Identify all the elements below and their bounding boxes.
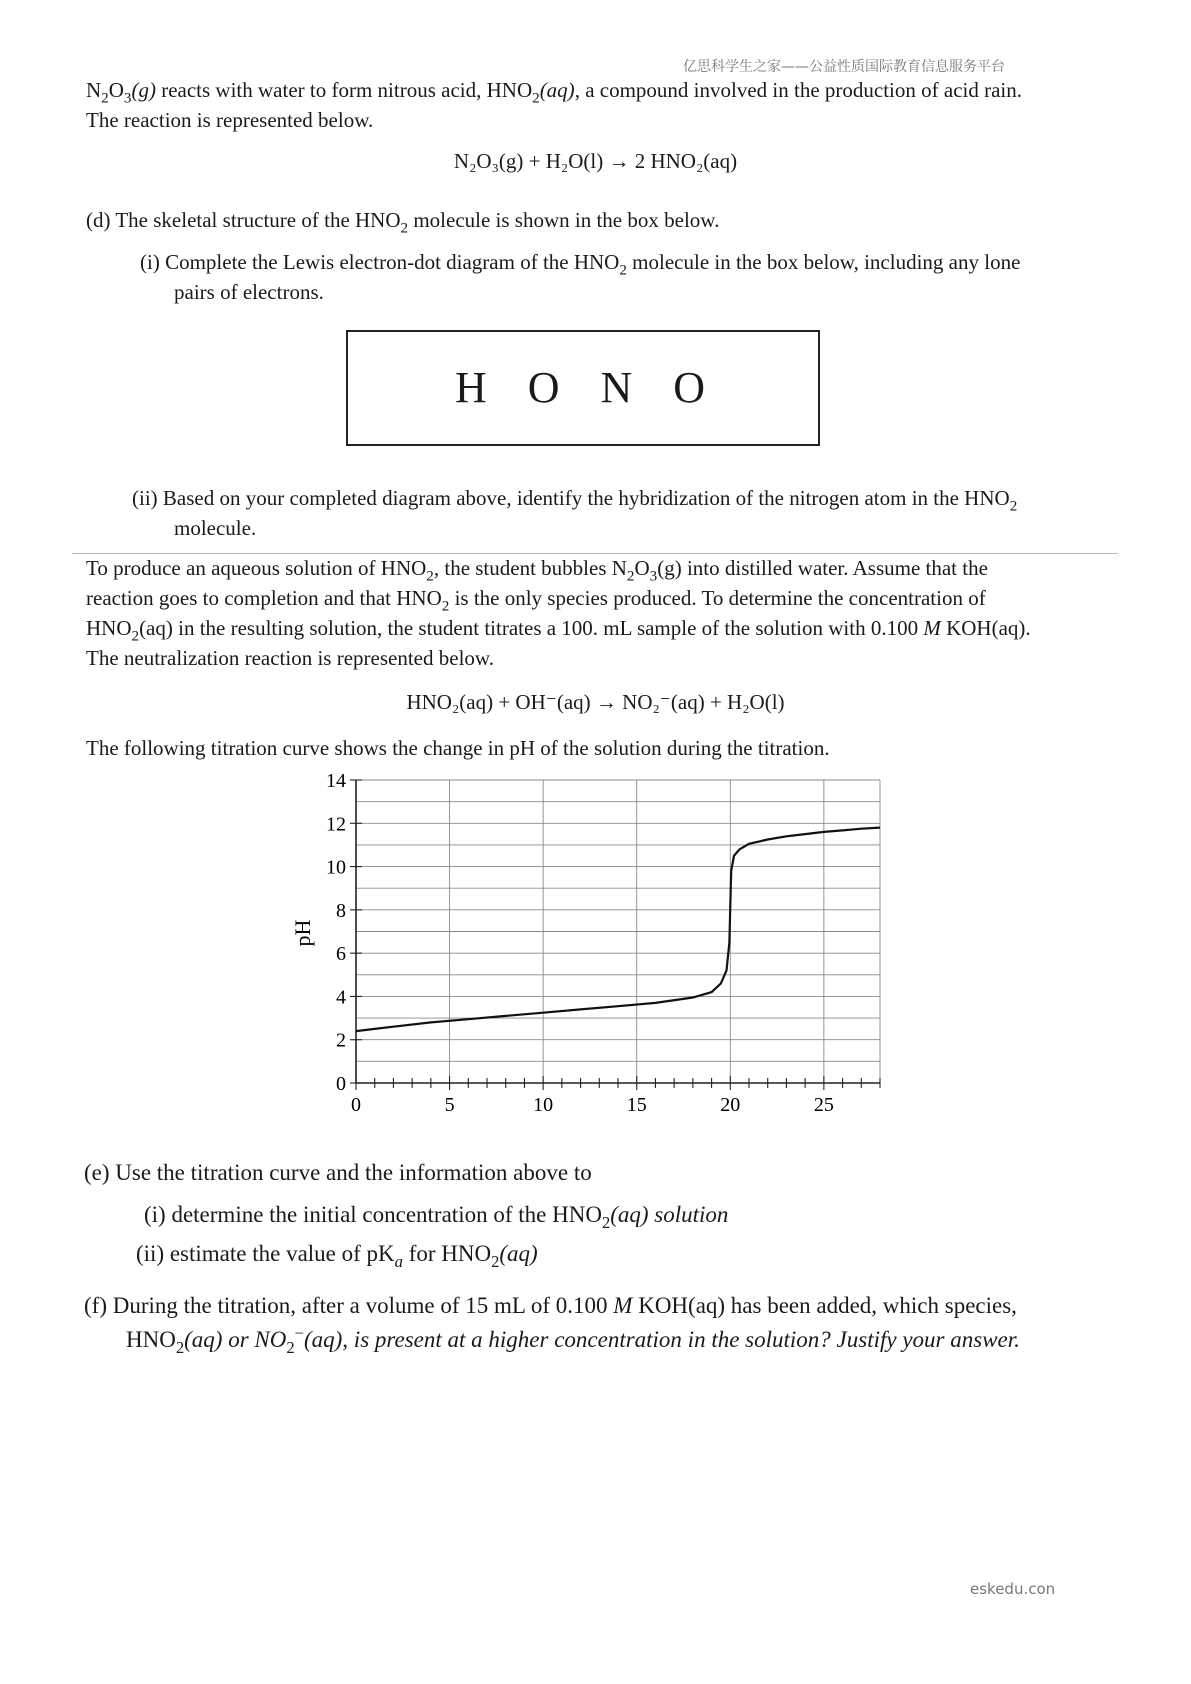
titration-para-3: $HNO_2(aq)$ in the resulting solution, the student titrates a 100. mL sample of the solution with 0.100 M KOH(aq). xyxy=(86,616,1031,645)
part-d-i: (i) Complete the Lewis electron-dot diagram of the $HNO_2$ molecule in the box below, including any lone xyxy=(140,250,1021,279)
watermark-top: 亿思科学生之家——公益性质国际教育信息服务平台 xyxy=(683,59,1005,75)
part-f-line-1: (f) During the titration, after a volume of 15 mL of 0.100 M KOH(aq) has been added, which species, xyxy=(84,1293,1017,1318)
y-axis-label: pH xyxy=(290,919,315,947)
x-tick-label: 20 xyxy=(720,1094,741,1116)
y-tick-label: 8 xyxy=(336,899,346,922)
part-e-i: (i) determine the initial concentration of the $HNO_2(aq)$ solution xyxy=(144,1202,729,1232)
part-d-stem: (d) The skeletal structure of the $HNO_2$ molecule is shown in the box below. xyxy=(86,208,720,237)
y-tick-label: 6 xyxy=(336,943,346,966)
titration-para-4: The neutralization reaction is represented below. xyxy=(86,646,494,670)
titration-para-2: reaction goes to completion and that $HNO_2$ is the only species produced. To determine the concentration of xyxy=(86,586,986,615)
part-d-ii: (ii) Based on your completed diagram above, identify the hybridization of the nitrogen atom in the $HNO_2$ xyxy=(132,486,1018,515)
titration-curve xyxy=(356,828,880,1032)
part-f-line-2: $HNO_2(aq)$ or $NO_2^-(aq)$, is present at a higher concentration in the solution? Justify your answer. xyxy=(126,1323,1020,1357)
intro-line-2: The reaction is represented below. xyxy=(86,108,374,132)
y-tick-label: 4 xyxy=(336,986,346,1009)
part-d-i-cont: pairs of electrons. xyxy=(174,280,324,304)
x-tick-label: 25 xyxy=(813,1094,834,1116)
y-tick-label: 12 xyxy=(326,813,346,836)
titration-para-1: To produce an aqueous solution of $HNO_2$, the student bubbles $N_2O_3(g)$ into distilled water. Assume that the xyxy=(86,556,988,585)
part-e-ii: (ii) estimate the value of $pK_a$ for $HNO_2(aq)$ xyxy=(136,1241,538,1271)
part-e-stem: (e) Use the titration curve and the information above to xyxy=(84,1160,592,1185)
equation-2: HNO₂(aq) + OH⁻(aq) → NO₂⁻(aq) + H₂O(l) xyxy=(406,690,785,714)
x-tick-label: 5 xyxy=(444,1094,455,1116)
titration-chart xyxy=(280,765,900,1125)
y-tick-label: 14 xyxy=(326,770,346,792)
y-tick-label: 2 xyxy=(336,1029,346,1052)
x-tick-label: 0 xyxy=(351,1094,361,1116)
equation-1: N₂O₃(g) + H₂O(l) → 2 HNO₂(aq) xyxy=(453,149,738,173)
x-tick-labels xyxy=(351,1094,834,1116)
part-d-ii-cont: molecule. xyxy=(174,516,257,540)
y-tick-label: 10 xyxy=(326,856,346,879)
lewis-diagram-box[interactable] xyxy=(346,330,820,446)
x-tick-label: 15 xyxy=(626,1094,647,1116)
x-tick-label: 10 xyxy=(533,1094,554,1116)
watermark-bottom: eskedu.con xyxy=(970,1580,1056,1598)
skeletal-structure: H O N O xyxy=(454,363,712,412)
intro-line-1: $N_2O_3(g)$ reacts with water to form nitrous acid, $HNO_2(aq)$, a compound involved in the production of acid rain. xyxy=(86,78,1022,107)
y-tick-label: 0 xyxy=(336,1073,346,1095)
chart-grid xyxy=(356,780,880,1083)
curve-intro: The following titration curve shows the change in pH of the solution during the titration. xyxy=(86,736,830,760)
